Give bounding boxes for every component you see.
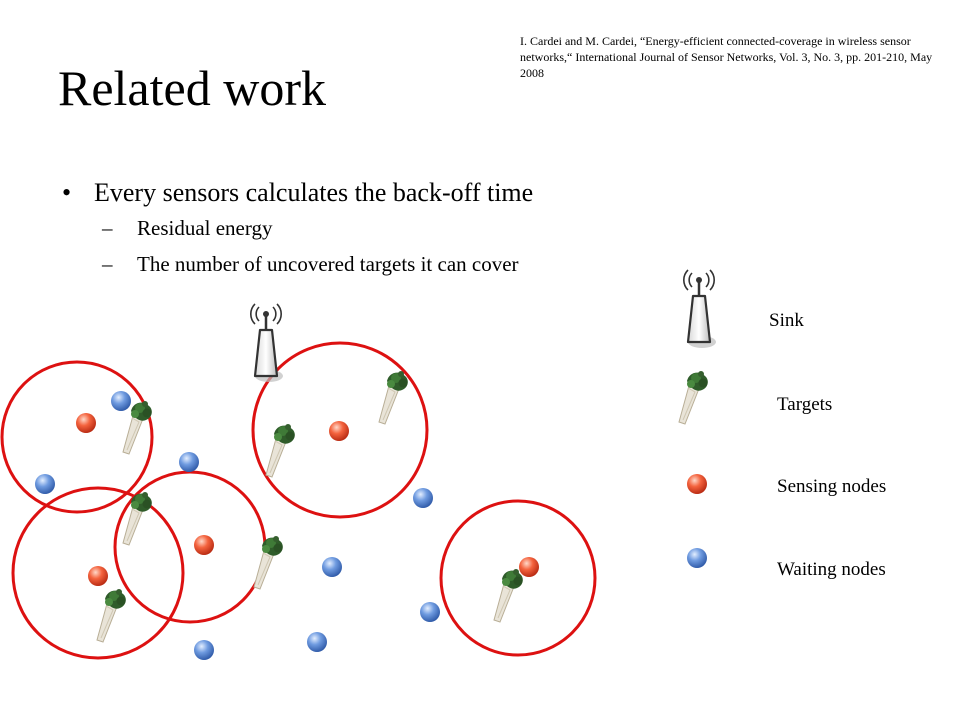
target-cabbage-icon [254, 536, 283, 589]
legend-targets-label: Targets [777, 394, 833, 415]
citation-reference: I. Cardei and M. Cardei, “Energy-efficient connected-coverage in wireless sensor networks,“ International Journal of Sensor Networks, Vol. 3, No. 3, pp. 201-210, May 2008 [520, 34, 933, 80]
target-cabbage-icon [494, 569, 523, 622]
legend-waiting-node-icon [687, 548, 707, 568]
legend-waiting-label: Waiting nodes [777, 559, 886, 580]
legend-sensing-node-icon [687, 474, 707, 494]
target-cabbage-icon [123, 492, 152, 545]
sub-bullet-marker: – [102, 252, 113, 276]
waiting-node [307, 632, 327, 652]
target-cabbage-icon [123, 401, 152, 454]
bullet-text: Every sensors calculates the back-off time [94, 178, 534, 207]
waiting-node [322, 557, 342, 577]
waiting-node [194, 640, 214, 660]
sensing-node [329, 421, 349, 441]
waiting-nodes [35, 391, 440, 660]
sub-bullet-marker: – [102, 216, 113, 240]
sub-bullet-text: The number of uncovered targets it can cover [137, 252, 519, 276]
bullet-marker: • [62, 178, 72, 207]
sensing-node [88, 566, 108, 586]
legend-sink-icon [684, 270, 716, 348]
legend-sensing-label: Sensing nodes [777, 476, 887, 497]
sub-bullet-text: Residual energy [137, 216, 273, 240]
sensing-node [194, 535, 214, 555]
target-cabbage-icon [266, 424, 295, 477]
legend-sink-label: Sink [769, 310, 804, 331]
legend [679, 270, 716, 568]
coverage-circles [2, 343, 595, 658]
waiting-node [35, 474, 55, 494]
target-cabbage-icon [97, 589, 126, 642]
target-cabbage-icon [379, 371, 408, 424]
slide-title: Related work [58, 60, 326, 116]
sensing-node [519, 557, 539, 577]
legend-target-icon [679, 371, 708, 424]
waiting-node [111, 391, 131, 411]
sensing-node [76, 413, 96, 433]
waiting-node [179, 452, 199, 472]
waiting-node [413, 488, 433, 508]
waiting-node [420, 602, 440, 622]
